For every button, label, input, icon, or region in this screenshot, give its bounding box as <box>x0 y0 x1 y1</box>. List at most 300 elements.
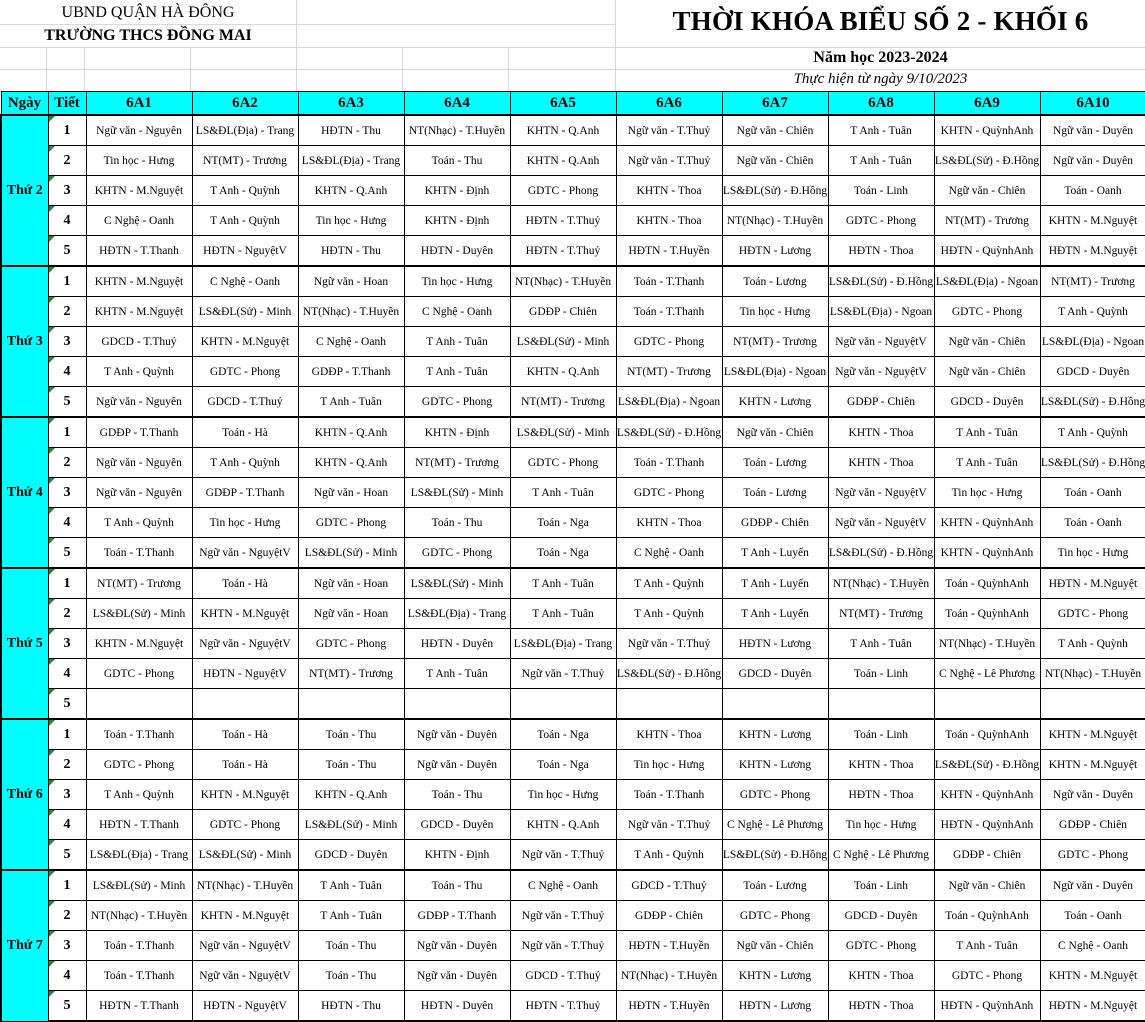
lesson-cell: LS&ĐL(Sử) - Minh <box>510 327 616 357</box>
table-row <box>1 750 1145 780</box>
lesson-cell: GDCD - Duyên <box>934 387 1040 418</box>
period-number: 1 <box>48 719 86 750</box>
table-row <box>1 931 1145 961</box>
lesson-cell: KHTN - QuỳnhAnh <box>934 115 1040 146</box>
lesson-cell: Toán - T.Thanh <box>616 780 722 810</box>
lesson-cell: KHTN - M.Nguyệt <box>192 780 298 810</box>
lesson-cell: T Anh - Quỳnh <box>1040 629 1145 659</box>
lesson-cell: Ngữ văn - T.Thuỷ <box>616 629 722 659</box>
lesson-cell: KHTN - Định <box>404 176 510 206</box>
lesson-cell: NT(Nhạc) - T.Huyền <box>1040 659 1145 689</box>
lesson-cell: KHTN - Thoa <box>828 448 934 478</box>
lesson-cell: T Anh - Tuân <box>298 870 404 901</box>
lesson-cell <box>192 689 298 720</box>
lesson-cell: Ngữ văn - Hoan <box>298 568 404 599</box>
lesson-cell: HĐTN - T.Thuỷ <box>510 206 616 236</box>
lesson-cell: Ngữ văn - Duyên <box>404 961 510 991</box>
lesson-cell: GDTC - Phong <box>616 327 722 357</box>
lesson-cell: Ngữ văn - Duyên <box>1040 870 1145 901</box>
lesson-cell: HĐTN - Duyên <box>404 991 510 1022</box>
lesson-cell: GDTC - Phong <box>828 206 934 236</box>
lesson-cell: KHTN - M.Nguyệt <box>1040 206 1145 236</box>
lesson-cell: NT(MT) - Trương <box>404 448 510 478</box>
lesson-cell <box>934 689 1040 720</box>
lesson-cell: KHTN - M.Nguyệt <box>1040 750 1145 780</box>
lesson-cell: GDCD - T.Thuỷ <box>510 961 616 991</box>
lesson-cell: LS&ĐL(Sử) - Minh <box>86 599 192 629</box>
lesson-cell: Tin học - Hưng <box>722 297 828 327</box>
lesson-cell: T Anh - Quỳnh <box>616 599 722 629</box>
table-row <box>1 719 1145 750</box>
day-label: Thứ 6 <box>1 719 48 870</box>
page-title: THỜI KHÓA BIỂU SỐ 2 - KHỐI 6 <box>672 6 1089 36</box>
lesson-cell: KHTN - M.Nguyệt <box>86 629 192 659</box>
table-row <box>1 538 1145 569</box>
lesson-cell <box>722 689 828 720</box>
lesson-cell: Tin học - Hưng <box>298 206 404 236</box>
class-header: 6A5 <box>510 92 616 116</box>
lesson-cell: C Nghệ - Oanh <box>86 206 192 236</box>
lesson-cell: LS&ĐL(Sử) - Đ.Hồng <box>1040 448 1145 478</box>
table-row <box>1 206 1145 236</box>
lesson-cell: HĐTN - M.Nguyệt <box>1040 568 1145 599</box>
lesson-cell: LS&ĐL(Sử) - Minh <box>192 297 298 327</box>
lesson-cell: KHTN - QuỳnhAnh <box>934 538 1040 569</box>
lesson-cell: Toán - T.Thanh <box>86 538 192 569</box>
lesson-cell: Ngữ văn - Chiên <box>934 870 1040 901</box>
lesson-cell: LS&ĐL(Sử) - Đ.Hồng <box>722 176 828 206</box>
lesson-cell: Toán - Nga <box>510 719 616 750</box>
lesson-cell: NT(MT) - Trương <box>934 206 1040 236</box>
lesson-cell: KHTN - M.Nguyệt <box>1040 961 1145 991</box>
lesson-cell: Toán - Thu <box>404 780 510 810</box>
lesson-cell: LS&ĐL(Địa) - Ngoan <box>1040 327 1145 357</box>
table-row <box>1 297 1145 327</box>
lesson-cell: T Anh - Tuân <box>934 448 1040 478</box>
lesson-cell: T Anh - Quỳnh <box>86 357 192 387</box>
period-number: 1 <box>48 568 86 599</box>
lesson-cell: KHTN - Lương <box>722 961 828 991</box>
lesson-cell: T Anh - Luyến <box>722 599 828 629</box>
lesson-cell: Toán - Thu <box>298 931 404 961</box>
table-row <box>1 115 1145 146</box>
lesson-cell: KHTN - M.Nguyệt <box>192 901 298 931</box>
lesson-cell: GDTC - Phong <box>86 659 192 689</box>
period-number: 2 <box>48 146 86 176</box>
lesson-cell: GDTC - Phong <box>298 629 404 659</box>
period-number: 3 <box>48 931 86 961</box>
lesson-cell: NT(Nhạc) - T.Huyền <box>828 568 934 599</box>
lesson-cell: T Anh - Tuân <box>510 568 616 599</box>
day-label: Thứ 5 <box>1 568 48 719</box>
lesson-cell: Ngữ văn - Chiên <box>722 931 828 961</box>
period-number: 1 <box>48 870 86 901</box>
lesson-cell: Toán - Linh <box>828 870 934 901</box>
lesson-cell: Toán - Linh <box>828 719 934 750</box>
lesson-cell: GDTC - Phong <box>86 750 192 780</box>
lesson-cell: HĐTN - T.Thuỷ <box>510 236 616 267</box>
period-number: 5 <box>48 689 86 720</box>
lesson-cell: GDCD - T.Thuỷ <box>616 870 722 901</box>
lesson-cell: KHTN - QuỳnhAnh <box>934 780 1040 810</box>
lesson-cell: LS&ĐL(Địa) - Trang <box>86 840 192 871</box>
period-number: 3 <box>48 478 86 508</box>
lesson-cell: LS&ĐL(Sử) - Đ.Hồng <box>722 840 828 871</box>
lesson-cell: GDTC - Phong <box>510 448 616 478</box>
table-row <box>1 266 1145 297</box>
lesson-cell: HĐTN - T.Thanh <box>86 236 192 267</box>
header-row <box>1 92 1145 116</box>
lesson-cell: GDTC - Phong <box>722 901 828 931</box>
lesson-cell: Ngữ văn - Nguyên <box>86 115 192 146</box>
lesson-cell: LS&ĐL(Địa) - Ngoan <box>616 387 722 418</box>
lesson-cell: LS&ĐL(Sử) - Minh <box>298 810 404 840</box>
effective-date: Thực hiện từ ngày 9/10/2023 <box>793 71 968 87</box>
lesson-cell: Toán - QuỳnhAnh <box>934 599 1040 629</box>
lesson-cell: T Anh - Quỳnh <box>1040 417 1145 448</box>
lesson-cell: KHTN - Q.Anh <box>298 780 404 810</box>
lesson-cell: T Anh - Tuân <box>404 659 510 689</box>
lesson-cell: HĐTN - Duyên <box>404 629 510 659</box>
lesson-cell: T Anh - Luyến <box>722 538 828 569</box>
lesson-cell: Ngữ văn - Nguyên <box>86 387 192 418</box>
lesson-cell: HĐTN - T.Huyền <box>616 236 722 267</box>
lesson-cell: GDĐP - Chiên <box>616 901 722 931</box>
lesson-cell: LS&ĐL(Sử) - Minh <box>298 538 404 569</box>
table-row <box>1 478 1145 508</box>
lesson-cell: GDTC - Phong <box>192 357 298 387</box>
period-number: 1 <box>48 266 86 297</box>
period-number: 1 <box>48 115 86 146</box>
lesson-cell: GDTC - Phong <box>404 538 510 569</box>
lesson-cell: Ngữ văn - Duyên <box>404 719 510 750</box>
lesson-cell: Ngữ văn - Duyên <box>1040 115 1145 146</box>
lesson-cell: T Anh - Tuân <box>298 901 404 931</box>
lesson-cell: T Anh - Tuân <box>934 417 1040 448</box>
lesson-cell: Toán - Thu <box>404 508 510 538</box>
lesson-cell: Toán - Hà <box>192 568 298 599</box>
lesson-cell: NT(MT) - Trương <box>192 146 298 176</box>
lesson-cell: T Anh - Quỳnh <box>616 568 722 599</box>
lesson-cell: GDCD - Duyên <box>298 840 404 871</box>
lesson-cell: KHTN - M.Nguyệt <box>86 297 192 327</box>
lesson-cell: Toán - QuỳnhAnh <box>934 719 1040 750</box>
lesson-cell: Tin học - Hưng <box>404 266 510 297</box>
lesson-cell: LS&ĐL(Địa) - Ngoan <box>722 357 828 387</box>
class-header: 6A3 <box>298 92 404 116</box>
lesson-cell: Toán - Oanh <box>1040 478 1145 508</box>
lesson-cell: KHTN - Lương <box>722 750 828 780</box>
lesson-cell: Toán - Hà <box>192 750 298 780</box>
period-number: 4 <box>48 508 86 538</box>
lesson-cell: Toán - Lương <box>722 478 828 508</box>
lesson-cell: LS&ĐL(Địa) - Trang <box>510 629 616 659</box>
lesson-cell: T Anh - Tuân <box>510 478 616 508</box>
lesson-cell: Toán - Oanh <box>1040 508 1145 538</box>
lesson-cell: T Anh - Tuân <box>828 115 934 146</box>
lesson-cell: HĐTN - QuỳnhAnh <box>934 991 1040 1022</box>
period-number: 3 <box>48 327 86 357</box>
table-row <box>1 357 1145 387</box>
class-header: 6A8 <box>828 92 934 116</box>
lesson-cell: KHTN - Q.Anh <box>298 417 404 448</box>
lesson-cell: Ngữ văn - Duyên <box>404 931 510 961</box>
lesson-cell: LS&ĐL(Sử) - Minh <box>404 568 510 599</box>
lesson-cell: C Nghệ - Oanh <box>1040 931 1145 961</box>
table-row <box>1 236 1145 267</box>
table-row <box>1 961 1145 991</box>
lesson-cell: Toán - Oanh <box>1040 901 1145 931</box>
lesson-cell: GDĐP - T.Thanh <box>298 357 404 387</box>
lesson-cell: Ngữ văn - Nguyên <box>86 478 192 508</box>
lesson-cell: HĐTN - M.Nguyệt <box>1040 991 1145 1022</box>
period-number: 2 <box>48 448 86 478</box>
lesson-cell: KHTN - Q.Anh <box>510 357 616 387</box>
lesson-cell: HĐTN - Lương <box>722 629 828 659</box>
lesson-cell: HĐTN - M.Nguyệt <box>1040 236 1145 267</box>
lesson-cell: Ngữ văn - NguyệtV <box>192 961 298 991</box>
lesson-cell: LS&ĐL(Địa) - Ngoan <box>828 297 934 327</box>
lesson-cell: HĐTN - QuỳnhAnh <box>934 236 1040 267</box>
lesson-cell: T Anh - Quỳnh <box>192 206 298 236</box>
lesson-cell: Ngữ văn - NguyệtV <box>192 629 298 659</box>
lesson-cell: Ngữ văn - T.Thuỷ <box>510 840 616 871</box>
lesson-cell: T Anh - Tuân <box>828 146 934 176</box>
lesson-cell: Ngữ văn - NguyệtV <box>828 327 934 357</box>
lesson-cell: Ngữ văn - NguyệtV <box>192 538 298 569</box>
lesson-cell: KHTN - Q.Anh <box>510 146 616 176</box>
lesson-cell: GDCD - T.Thuỷ <box>86 327 192 357</box>
class-header: 6A2 <box>192 92 298 116</box>
day-label: Thứ 7 <box>1 870 48 1021</box>
lesson-cell: LS&ĐL(Địa) - Trang <box>404 599 510 629</box>
agency-name: UBND QUẬN HÀ ĐÔNG <box>61 4 235 21</box>
period-number: 5 <box>48 538 86 569</box>
lesson-cell: KHTN - Định <box>404 206 510 236</box>
lesson-cell: GDĐP - T.Thanh <box>404 901 510 931</box>
period-number: 3 <box>48 629 86 659</box>
lesson-cell: LS&ĐL(Địa) - Ngoan <box>934 266 1040 297</box>
lesson-cell: LS&ĐL(Sử) - Đ.Hồng <box>934 750 1040 780</box>
lesson-cell: HĐTN - T.Thanh <box>86 991 192 1022</box>
table-row <box>1 146 1145 176</box>
lesson-cell: NT(Nhạc) - T.Huyền <box>404 115 510 146</box>
lesson-cell: Ngữ văn - Hoan <box>298 599 404 629</box>
lesson-cell: KHTN - Thoa <box>616 176 722 206</box>
lesson-cell: GDTC - Phong <box>934 297 1040 327</box>
lesson-cell: Toán - Thu <box>404 870 510 901</box>
table-row <box>1 387 1145 418</box>
lesson-cell: GDTC - Phong <box>1040 599 1145 629</box>
period-number: 1 <box>48 417 86 448</box>
period-number: 2 <box>48 901 86 931</box>
lesson-cell: LS&ĐL(Sử) - Minh <box>404 478 510 508</box>
school-name: TRƯỜNG THCS ĐỒNG MAI <box>44 27 252 44</box>
period-number: 4 <box>48 206 86 236</box>
lesson-cell: HĐTN - NguyệtV <box>192 659 298 689</box>
lesson-cell: HĐTN - NguyệtV <box>192 991 298 1022</box>
period-number: 2 <box>48 297 86 327</box>
lesson-cell <box>510 689 616 720</box>
table-row <box>1 991 1145 1022</box>
lesson-cell: Tin học - Hưng <box>510 780 616 810</box>
lesson-cell: T Anh - Quỳnh <box>86 780 192 810</box>
period-number: 5 <box>48 387 86 418</box>
period-column-header: Tiết <box>48 92 86 116</box>
timetable <box>0 91 1145 1022</box>
table-row <box>1 448 1145 478</box>
lesson-cell: NT(Nhạc) - T.Huyền <box>298 297 404 327</box>
lesson-cell: KHTN - Thoa <box>616 206 722 236</box>
lesson-cell: C Nghệ - Lê Phương <box>934 659 1040 689</box>
lesson-cell: C Nghệ - Oanh <box>404 297 510 327</box>
lesson-cell: Ngữ văn - T.Thuỷ <box>616 146 722 176</box>
table-row <box>1 629 1145 659</box>
lesson-cell: GDTC - Phong <box>934 961 1040 991</box>
lesson-cell <box>828 689 934 720</box>
lesson-cell: Toán - Thu <box>298 719 404 750</box>
lesson-cell <box>1040 689 1145 720</box>
day-label: Thứ 4 <box>1 417 48 568</box>
lesson-cell: NT(MT) - Trương <box>1040 266 1145 297</box>
lesson-cell: HĐTN - Thu <box>298 115 404 146</box>
period-number: 2 <box>48 750 86 780</box>
class-header: 6A1 <box>86 92 192 116</box>
lesson-cell: Ngữ văn - Duyên <box>1040 780 1145 810</box>
lesson-cell: C Nghệ - Oanh <box>192 266 298 297</box>
lesson-cell: Toán - Thu <box>404 146 510 176</box>
lesson-cell: KHTN - M.Nguyệt <box>1040 719 1145 750</box>
lesson-cell: Ngữ văn - NguyệtV <box>828 478 934 508</box>
lesson-cell: GDTC - Phong <box>722 780 828 810</box>
lesson-cell: T Anh - Quỳnh <box>616 840 722 871</box>
lesson-cell: T Anh - Quỳnh <box>192 176 298 206</box>
lesson-cell: GDĐP - Chiên <box>828 387 934 418</box>
class-header: 6A9 <box>934 92 1040 116</box>
lesson-cell: LS&ĐL(Sử) - Đ.Hồng <box>616 659 722 689</box>
lesson-cell: GDCD - Duyên <box>404 810 510 840</box>
lesson-cell: Toán - Nga <box>510 750 616 780</box>
table-row <box>1 508 1145 538</box>
lesson-cell: Toán - QuỳnhAnh <box>934 901 1040 931</box>
lesson-cell: Toán - Nga <box>510 538 616 569</box>
lesson-cell: LS&ĐL(Sử) - Đ.Hồng <box>616 417 722 448</box>
period-number: 4 <box>48 961 86 991</box>
lesson-cell: NT(MT) - Trương <box>616 357 722 387</box>
lesson-cell: KHTN - M.Nguyệt <box>192 599 298 629</box>
lesson-cell: KHTN - M.Nguyệt <box>86 176 192 206</box>
lesson-cell: NT(Nhạc) - T.Huyền <box>722 206 828 236</box>
lesson-cell: Ngữ văn - T.Thuỷ <box>510 901 616 931</box>
lesson-cell: KHTN - Định <box>404 840 510 871</box>
lesson-cell: KHTN - Định <box>404 417 510 448</box>
period-number: 5 <box>48 840 86 871</box>
lesson-cell: HĐTN - QuỳnhAnh <box>934 810 1040 840</box>
table-row <box>1 176 1145 206</box>
period-number: 3 <box>48 780 86 810</box>
lesson-cell: T Anh - Quỳnh <box>86 508 192 538</box>
lesson-cell: GDTC - Phong <box>510 176 616 206</box>
lesson-cell: C Nghệ - Oanh <box>510 870 616 901</box>
table-row <box>1 780 1145 810</box>
lesson-cell: KHTN - Q.Anh <box>510 115 616 146</box>
lesson-cell: NT(MT) - Trương <box>510 387 616 418</box>
lesson-cell: Ngữ văn - T.Thuỷ <box>616 115 722 146</box>
lesson-cell: GDĐP - Chiên <box>722 508 828 538</box>
period-number: 2 <box>48 599 86 629</box>
lesson-cell: Ngữ văn - Chiên <box>722 146 828 176</box>
lesson-cell: GDTC - Phong <box>298 508 404 538</box>
lesson-cell: Toán - Thu <box>298 750 404 780</box>
lesson-cell: Ngữ văn - Chiên <box>934 327 1040 357</box>
lesson-cell: NT(Nhạc) - T.Huyền <box>86 901 192 931</box>
period-number: 3 <box>48 176 86 206</box>
lesson-cell: HĐTN - Thu <box>298 236 404 267</box>
lesson-cell: Toán - T.Thanh <box>616 266 722 297</box>
lesson-cell: Ngữ văn - Chiên <box>722 417 828 448</box>
lesson-cell: Tin học - Hưng <box>934 478 1040 508</box>
lesson-cell: Ngữ văn - NguyệtV <box>192 931 298 961</box>
lesson-cell: KHTN - QuỳnhAnh <box>934 508 1040 538</box>
lesson-cell: KHTN - Thoa <box>616 508 722 538</box>
lesson-cell: GDĐP - Chiên <box>510 297 616 327</box>
lesson-cell: GDCD - Duyên <box>828 901 934 931</box>
table-row <box>1 901 1145 931</box>
lesson-cell: NT(Nhạc) - T.Huyền <box>616 961 722 991</box>
lesson-cell: Ngữ văn - T.Thuỷ <box>510 931 616 961</box>
lesson-cell: LS&ĐL(Địa) - Trang <box>192 115 298 146</box>
table-row <box>1 810 1145 840</box>
lesson-cell: T Anh - Tuân <box>404 357 510 387</box>
lesson-cell: GDĐP - Chiên <box>934 840 1040 871</box>
lesson-cell: Toán - T.Thanh <box>86 961 192 991</box>
lesson-cell: Toán - T.Thanh <box>86 931 192 961</box>
lesson-cell: KHTN - Thoa <box>616 719 722 750</box>
lesson-cell: GDTC - Phong <box>1040 840 1145 871</box>
lesson-cell: Ngữ văn - NguyệtV <box>828 357 934 387</box>
lesson-cell: KHTN - Q.Anh <box>298 176 404 206</box>
period-number: 4 <box>48 810 86 840</box>
period-number: 4 <box>48 659 86 689</box>
lesson-cell: Toán - Linh <box>828 659 934 689</box>
lesson-cell: HĐTN - Thoa <box>828 991 934 1022</box>
lesson-cell: Ngữ văn - T.Thuỷ <box>510 659 616 689</box>
lesson-cell: GDCD - Duyên <box>722 659 828 689</box>
lesson-cell: Ngữ văn - Chiên <box>934 176 1040 206</box>
lesson-cell: GDCD - T.Thuỷ <box>192 387 298 418</box>
day-column-header: Ngày <box>1 92 48 116</box>
lesson-cell: C Nghệ - Lê Phương <box>828 840 934 871</box>
lesson-cell: HĐTN - Thoa <box>828 780 934 810</box>
lesson-cell: HĐTN - Lương <box>722 236 828 267</box>
class-header: 6A4 <box>404 92 510 116</box>
lesson-cell: KHTN - Thoa <box>828 961 934 991</box>
lesson-cell: KHTN - Lương <box>722 719 828 750</box>
lesson-cell: Tin học - Hưng <box>1040 538 1145 569</box>
lesson-cell: GDTC - Phong <box>404 387 510 418</box>
lesson-cell <box>616 689 722 720</box>
lesson-cell: GDTC - Phong <box>192 810 298 840</box>
lesson-cell: Tin học - Hưng <box>828 810 934 840</box>
school-year: Năm học 2023-2024 <box>813 49 948 66</box>
class-header: 6A6 <box>616 92 722 116</box>
lesson-cell: LS&ĐL(Sử) - Minh <box>510 417 616 448</box>
lesson-cell: GDCD - Duyên <box>1040 357 1145 387</box>
lesson-cell: Tin học - Hưng <box>616 750 722 780</box>
lesson-cell: HĐTN - NguyệtV <box>192 236 298 267</box>
lesson-cell: Toán - Lương <box>722 266 828 297</box>
lesson-cell: C Nghệ - Oanh <box>298 327 404 357</box>
